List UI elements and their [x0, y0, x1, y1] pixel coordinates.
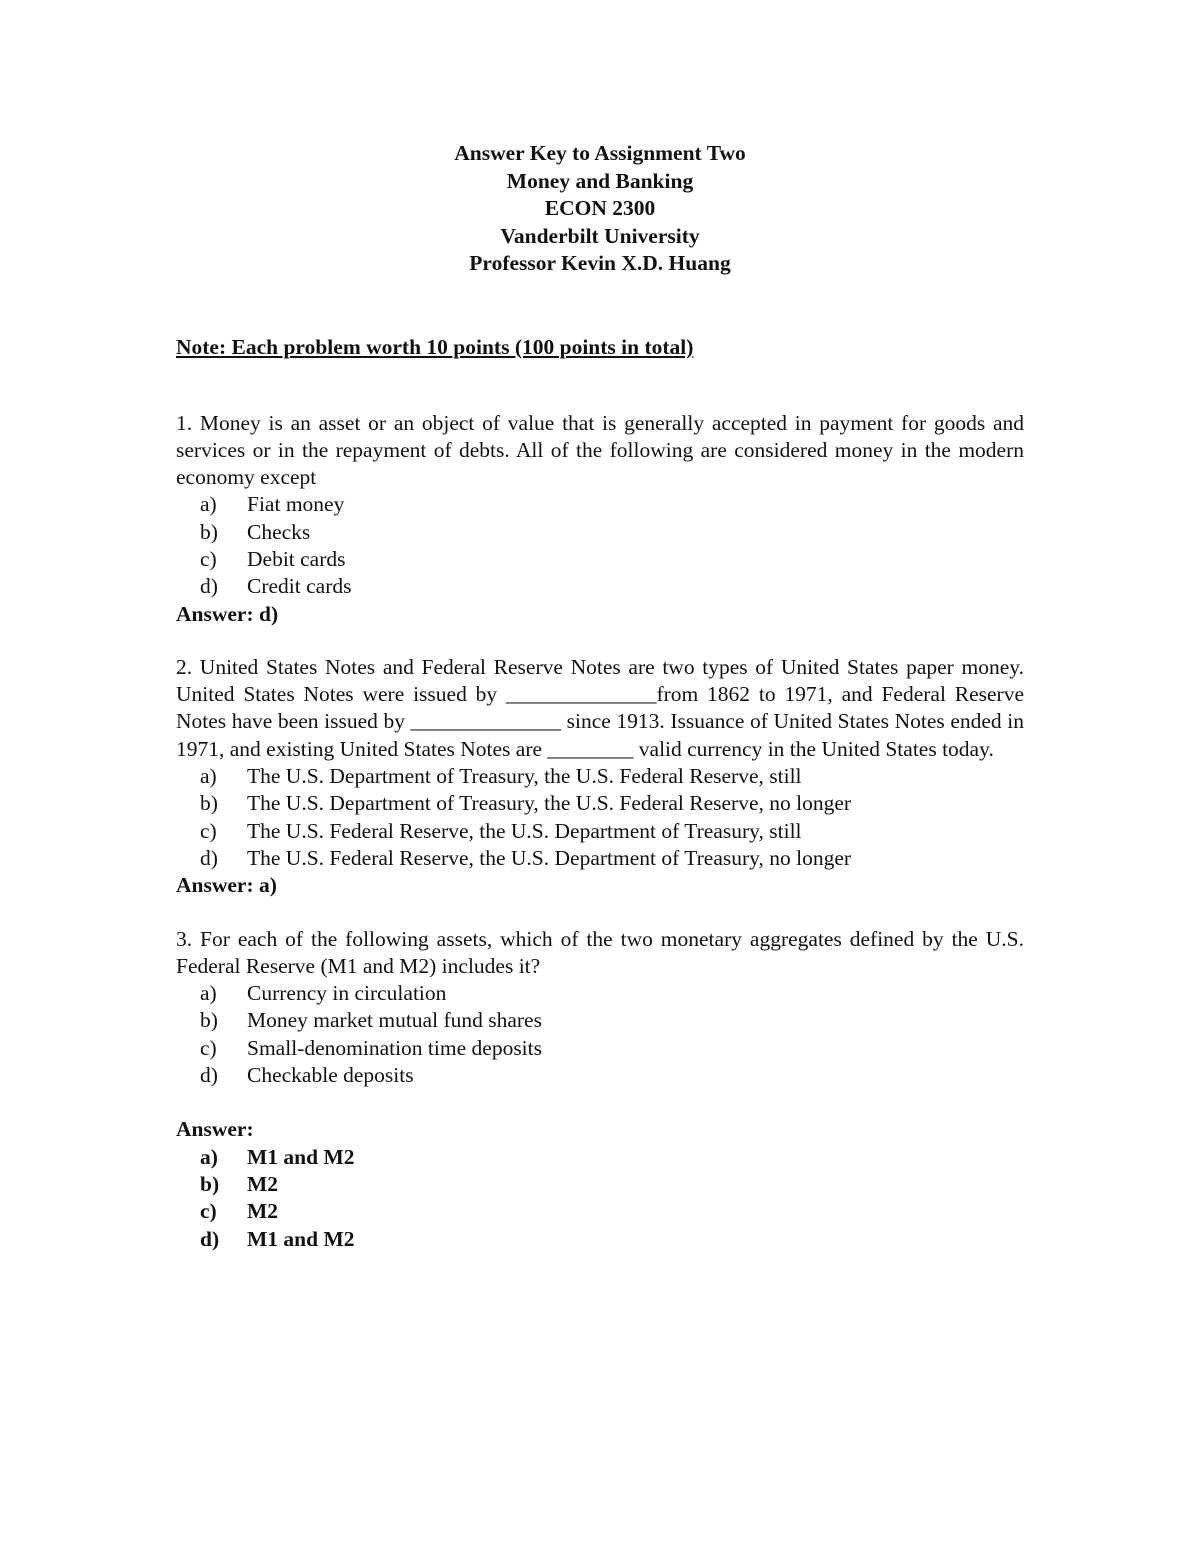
question-3-answer-d: d) M1 and M2 [200, 1226, 355, 1251]
question-1-answer: Answer: d) [176, 601, 279, 626]
question-3-answer-a: a) M1 and M2 [200, 1144, 355, 1169]
question-1-option-b: b) Checks [200, 519, 311, 544]
question-2-options [176, 763, 1024, 872]
question-3-option-c: c) Small-denomination time deposits [200, 1035, 542, 1060]
question-3-option-b: b) Money market mutual fund shares [200, 1008, 542, 1033]
question-1-text: 1. Money is an asset or an object of value that is generally accepted in payment for goods and services or in the repayment of debts. All of the following are considered money in the modern economy except [176, 410, 1024, 490]
question-3-text: 3. For each of the following assets, which of the two monetary aggregates defined by the U.S. Federal Reserve (M1 and M2) includes it? [176, 926, 1024, 978]
question-2-option-c: c) The U.S. Federal Reserve, the U.S. Department of Treasury, still [200, 818, 802, 843]
course-title: Money and Banking [506, 168, 694, 193]
question-1-option-a: a) Fiat money [200, 492, 345, 517]
course-code: ECON 2300 [544, 196, 656, 220]
document-title: Answer Key to Assignment Two [454, 141, 746, 165]
question-1-options [176, 491, 1024, 600]
question-3-answer-label: Answer: [176, 1117, 254, 1142]
points-note: Note: Each problem worth 10 points (100 points in total) [176, 334, 694, 359]
question-3-answer-c: c) M2 [200, 1199, 279, 1224]
document-header [176, 140, 1024, 278]
question-2-text: 2. United States Notes and Federal Reserve Notes are two types of United States paper money. United States Notes were issued by ______________from 1862 to 1971, and Federal Reserve Notes have been issued by ______________ since 1913. Issuance of United States Notes ended in 1971, and existing United States Notes are ________ valid currency in the United States today. [176, 654, 1024, 761]
professor-name: Professor Kevin X.D. Huang [469, 251, 731, 275]
question-1-option-d: d) Credit cards [200, 574, 352, 599]
question-3-options [176, 980, 1024, 1089]
question-3-option-a: a) Currency in circulation [200, 981, 447, 1006]
spacer [176, 1089, 1024, 1116]
university-name: Vanderbilt University [500, 223, 700, 248]
question-1-option-c: c) Debit cards [200, 546, 346, 571]
question-2-option-d: d) The U.S. Federal Reserve, the U.S. Department of Treasury, no longer [200, 845, 852, 870]
question-2-answer: Answer: a) [176, 873, 277, 898]
document-page [176, 140, 1024, 1253]
question-2-option-a: a) The U.S. Department of Treasury, the U.S. Federal Reserve, still [200, 764, 802, 789]
question-3-option-d: d) Checkable deposits [200, 1063, 414, 1088]
question-2-option-b: b) The U.S. Department of Treasury, the U.S. Federal Reserve, no longer [200, 791, 852, 816]
question-3-answers [176, 1144, 1024, 1253]
question-3-answer-b: b) M2 [200, 1171, 279, 1196]
